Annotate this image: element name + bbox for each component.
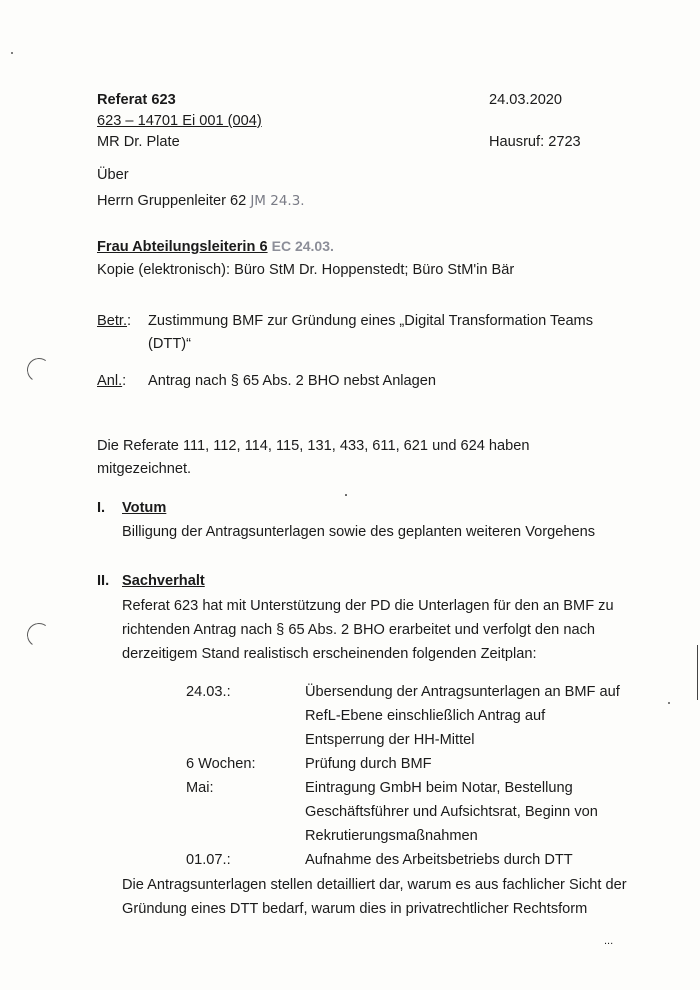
schedule-when: 01.07.: <box>186 852 231 868</box>
group-leader-initials: JM 24.3. <box>250 193 305 209</box>
scan-speck <box>345 494 347 496</box>
author: MR Dr. Plate <box>97 134 180 150</box>
subject-line-2: (DTT)“ <box>148 336 191 352</box>
schedule-line: Übersendung der Antragsunterlagen an BMF auf <box>305 684 620 700</box>
cosign-line-2: mitgezeichnet. <box>97 461 192 477</box>
subject-line-1: Zustimmung BMF zur Gründung eines „Digital Transformation Teams <box>148 313 594 329</box>
section-1-text: Billigung der Antragsunterlagen sowie des geplanten weiteren Vorgehens <box>122 524 595 540</box>
file-number: 623 – 14701 Ei 001 (004) <box>97 113 262 129</box>
continuation-mark: ... <box>604 935 614 947</box>
routing-group-leader <box>97 192 305 210</box>
section-2-para-line: derzeitigem Stand realistisch erscheinenden folgenden Zeitplan: <box>122 646 537 662</box>
closing-line: Die Antragsunterlagen stellen detailliert dar, warum es aus fachlicher Sicht der <box>122 877 627 893</box>
date: 24.03.2020 <box>489 92 563 108</box>
unit-label: Referat 623 <box>97 92 176 108</box>
attachment-label: Anl.: <box>97 373 127 389</box>
closing-line: Gründung eines DTT bedarf, warum dies in privatrechtlicher Rechtsform <box>122 901 588 917</box>
schedule-line: RefL-Ebene einschließlich Antrag auf <box>305 708 546 724</box>
cosign-line-1: Die Referate 111, 112, 114, 115, 131, 433, 611, 621 und 624 haben <box>97 438 530 454</box>
schedule-when: Mai: <box>186 780 214 796</box>
scan-speck <box>668 702 670 704</box>
section-1-number: I. <box>97 500 106 516</box>
punch-hole-mark <box>25 356 53 384</box>
schedule-line: Rekrutierungsmaßnahmen <box>305 828 478 844</box>
schedule-line: Eintragung GmbH beim Notar, Bestellung <box>305 780 573 796</box>
phone-extension: Hausruf: 2723 <box>489 134 581 150</box>
schedule-line: Aufnahme des Arbeitsbetriebs durch DTT <box>305 852 573 868</box>
section-2-para-line: richtenden Antrag nach § 65 Abs. 2 BHO erarbeitet und verfolgt den nach <box>122 622 595 638</box>
department-head-initials: EC 24.03. <box>271 238 334 254</box>
section-1-title: Votum <box>122 500 167 516</box>
subject-label: Betr.: <box>97 313 132 329</box>
schedule-when: 6 Wochen: <box>186 756 256 772</box>
section-2-title: Sachverhalt <box>122 573 205 589</box>
group-leader-label: Herrn Gruppenleiter 62 <box>97 193 247 209</box>
routing-via: Über <box>97 167 129 183</box>
scan-speck <box>11 52 13 54</box>
department-head-label: Frau Abteilungsleiterin 6 <box>97 239 268 255</box>
copy-recipients: Kopie (elektronisch): Büro StM Dr. Hoppenstedt; Büro StM'in Bär <box>97 262 515 278</box>
attachment-text: Antrag nach § 65 Abs. 2 BHO nebst Anlagen <box>148 373 437 389</box>
schedule-when: 24.03.: <box>186 684 231 700</box>
routing-department-head <box>97 237 334 256</box>
schedule-line: Entsperrung der HH-Mittel <box>305 732 475 748</box>
section-2-para-line: Referat 623 hat mit Unterstützung der PD die Unterlagen für den an BMF zu <box>122 598 614 614</box>
punch-hole-mark <box>25 621 53 649</box>
schedule-line: Geschäftsführer und Aufsichtsrat, Beginn von <box>305 804 598 820</box>
scan-edge-line <box>697 645 699 700</box>
section-2-number: II. <box>97 573 110 589</box>
schedule-line: Prüfung durch BMF <box>305 756 432 772</box>
